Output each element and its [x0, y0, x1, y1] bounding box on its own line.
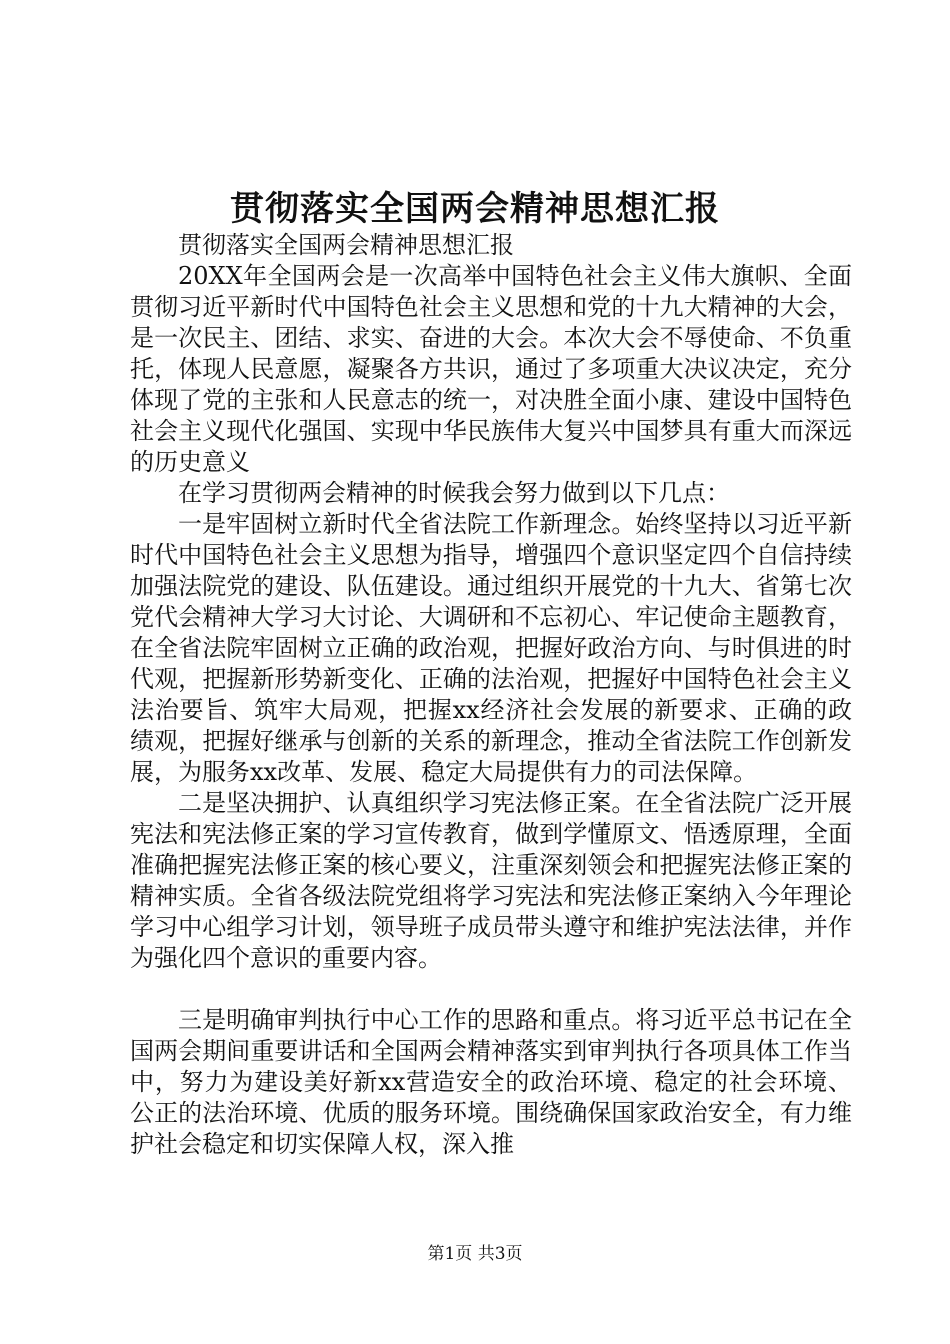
page-footer: 第1页 共3页 [427, 1244, 523, 1264]
paragraph-point-three: 三是明确审判执行中心工作的思路和重点。将习近平总书记在全国两会期间重要讲话和全国两会精神落实到审判执行各项具体工作当中，努力为建设美好新xx营造安全的政治环境、稳定的社会环境、公正的法治环境、优质的服务环境。围绕确保国家政治安全，有力维护社会稳定和切实保障人权，深入推 [130, 1006, 852, 1158]
paragraph-point-two: 二是坚决拥护、认真组织学习宪法修正案。在全省法院广泛开展宪法和宪法修正案的学习宣传教育，做到学懂原文、悟透原理，全面准确把握宪法修正案的核心要义，注重深刻领会和把握宪法修正案的精神实质。全省各级法院党组将学习宪法和宪法修正案纳入今年理论学习中心组学习计划，领导班子成员带头遵守和维护宪法法律，并作为强化四个意识的重要内容。 [130, 789, 852, 972]
paragraph-point-one: 一是牢固树立新时代全省法院工作新理念。始终坚持以习近平新时代中国特色社会主义思想为指导，增强四个意识坚定四个自信持续加强法院党的建设、队伍建设。通过组织开展党的十九大、省第七次党代会精神大学习大讨论、大调研和不忘初心、牢记使命主题教育，在全省法院牢固树立正确的政治观，把握好政治方向、与时俱进的时代观，把握新形势新变化、正确的法治观，把握好中国特色社会主义法治要旨、筑牢大局观，把握xx经济社会发展的新要求、正确的政绩观，把握好继承与创新的关系的新理念，推动全省法院工作创新发展，为服务xx改革、发展、稳定大局提供有力的司法保障。 [130, 510, 852, 786]
paragraph-intro: 20XX年全国两会是一次高举中国特色社会主义伟大旗帜、全面贯彻习近平新时代中国特色社会主义思想和党的十九大精神的大会，是一次民主、团结、求实、奋进的大会。本次大会不辱使命、不负重托，体现人民意愿，凝聚各方共识，通过了多项重大决议决定，充分体现了党的主张和人民意志的统一，对决胜全面小康、建设中国特色社会主义现代化强国、实现中华民族伟大复兴中国梦具有重大而深远的历史意义 [130, 262, 852, 476]
paragraph-spacer [130, 974, 852, 1005]
paragraph-lead-in: 在学习贯彻两会精神的时候我会努力做到以下几点： [178, 479, 730, 507]
document-title: 贯彻落实全国两会精神思想汇报 [230, 189, 720, 229]
document-body [130, 230, 852, 1160]
paragraph-subtitle: 贯彻落实全国两会精神思想汇报 [178, 231, 514, 259]
